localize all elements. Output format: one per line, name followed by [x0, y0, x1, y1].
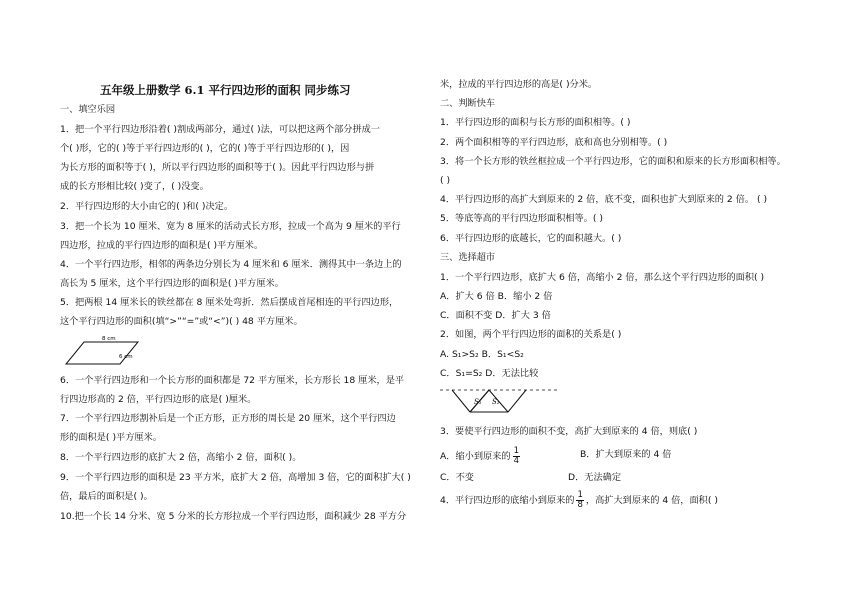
choice-question-4 — [440, 489, 718, 513]
section-heading-true-false: 二、判断快车 — [440, 98, 496, 109]
choice-2-options-cd: C．S₁=S₂ D．无法比较 — [440, 368, 539, 379]
fraction-one-eighth — [576, 491, 583, 510]
question-8: 8．一个平行四边形的底扩大 2 倍，高缩小 2 倍，面积( )。 — [60, 452, 302, 463]
choice-3-option-b: B．扩大到原来的 4 倍 — [580, 449, 672, 460]
question-6-line-1: 6．一个平行四边形和一个长方形的面积都是 72 平方厘米，长方形长 18 厘米，是平 — [60, 375, 405, 386]
figure-label-8cm: 8 cm — [102, 336, 116, 342]
question-3-line-2: 四边形，拉成的平行四边形的面积是( )平方厘米。 — [60, 240, 264, 251]
question-10-line-1: 10.把一个长 14 分米、宽 5 分米的长方形拉成一个平行四边形，面积减少 28 平方分 — [60, 511, 407, 522]
judgement-5: 5．等底等高的平行四边形面积相等。( ) — [440, 213, 603, 224]
choice-3-option-d: D．无法确定 — [568, 472, 622, 483]
choice-4-text-after: ，高扩大到原来的 4 倍，面积( ) — [585, 495, 718, 506]
choice-3-option-a-text: A．缩小到原来的 — [440, 451, 511, 462]
question-2: 2．平行四边形的大小由它的( )和( )决定。 — [60, 201, 234, 212]
fraction-denominator: 4 — [513, 456, 520, 466]
question-10-line-2: 米，拉成的平行四边形的高是( )分米。 — [440, 79, 598, 90]
question-9-line-2: 倍，最后的面积是( )。 — [60, 491, 153, 502]
question-3-line-1: 3．把一个长为 10 厘米、宽为 8 厘米的活动式长方形，拉成一个高为 9 厘米的平行 — [60, 221, 401, 232]
choice-question-3: 3．要使平行四边形的面积不变，高扩大到原来的 4 倍，则底( ) — [440, 426, 698, 437]
choice-3-option-c: C．不变 — [440, 472, 474, 483]
judgement-3-line-1: 3．将一个长方形的铁丝框拉成一个平行四边形，它的面积和原来的长方形面积相等。 — [440, 156, 786, 167]
judgement-6: 6．平行四边形的底越长，它的面积越大。( ) — [440, 233, 622, 244]
question-5-line-2: 这个平行四边形的面积(填“>”“=”或“<”)( ) 48 平方厘米。 — [60, 316, 303, 327]
question-1-line-3: 为长方形的面积等于( )，所以平行四边形的面积等于( )。因此平行四边形与拼 — [60, 162, 375, 173]
judgement-3-line-2: ( ) — [440, 175, 451, 186]
fraction-one-quarter — [513, 447, 520, 466]
figure-label-6cm: 6 cm — [119, 354, 133, 360]
choice-3-option-a — [440, 445, 522, 469]
section-heading-multiple-choice: 三、选择超市 — [440, 252, 496, 263]
question-7-line-2: 形的面积是( )平方厘米。 — [60, 432, 162, 443]
choice-1-options-cd: C．面积不变 D．扩大 3 倍 — [440, 310, 551, 321]
choice-question-1: 1．一个平行四边形，底扩大 6 倍，高缩小 2 倍，那么这个平行四边形的面积( ) — [440, 272, 765, 283]
fraction-denominator: 8 — [577, 500, 583, 510]
choice-question-2: 2．如图，两个平行四边形的面积的关系是( ) — [440, 329, 622, 340]
question-6-line-2: 行四边形高的 2 倍，平行四边形的底是( )厘米。 — [60, 394, 257, 405]
judgement-1: 1．平行四边形的面积与长方形的面积相等。( ) — [440, 117, 631, 128]
label-s1: S₁ — [474, 398, 482, 406]
question-9-line-1: 9．一个平行四边形的面积是 23 平方米，底扩大 2 倍，高增加 3 倍，它的面积扩大( ) — [60, 472, 411, 483]
question-7-line-1: 7．一个平行四边形割补后是一个正方形，正方形的周长是 20 厘米，这个平行四边 — [60, 413, 396, 424]
judgement-2: 2．两个面积相等的平行四边形，底和高也分别相等。( ) — [440, 137, 668, 148]
question-1-line-2: 个( )形，它的( )等于平行四边形的( )，它的( )等于平行四边形的( )，因 — [60, 143, 350, 154]
judgement-4: 4．平行四边形的高扩大到原来的 2 倍，底不变，面积也扩大到原来的 2 倍。 ( ) — [440, 194, 768, 205]
question-1-line-1: 1．把一个平行四边形沿着( )割成两部分，通过( )法，可以把这两个部分拼成一 — [60, 124, 381, 135]
question-1-line-4: 成的长方形相比较( )变了，( )没变。 — [60, 181, 209, 192]
choice-2-options-ab: A. S₁>S₂ B．S₁<S₂ — [440, 349, 524, 360]
section-heading-fill-in: 一、填空乐园 — [60, 104, 116, 115]
label-s2: S₂ — [492, 398, 500, 406]
question-4-line-1: 4．一个平行四边形，相邻的两条边分别长为 4 厘米和 6 厘米．测得其中一条边上的 — [60, 259, 402, 270]
fraction-numerator: 1 — [513, 446, 520, 456]
parallelogram-figure — [64, 334, 144, 368]
question-4-line-2: 高长为 5 厘米，这个平行四边形的面积是( )平方厘米。 — [60, 278, 284, 289]
choice-1-options-ab: A．扩大 6 倍 B．缩小 2 倍 — [440, 291, 553, 302]
choice-4-text-before: 4．平行四边形的底缩小到原来的 — [440, 495, 575, 506]
question-5-line-1: 5．把两根 14 厘米长的铁丝都在 8 厘米处弯折．然后摆成首尾相连的平行四边形， — [60, 297, 399, 308]
fraction-numerator: 1 — [577, 490, 583, 500]
page-title: 五年级上册数学 6.1 平行四边形的面积 同步练习 — [100, 83, 351, 97]
two-parallelograms-figure — [440, 384, 560, 416]
